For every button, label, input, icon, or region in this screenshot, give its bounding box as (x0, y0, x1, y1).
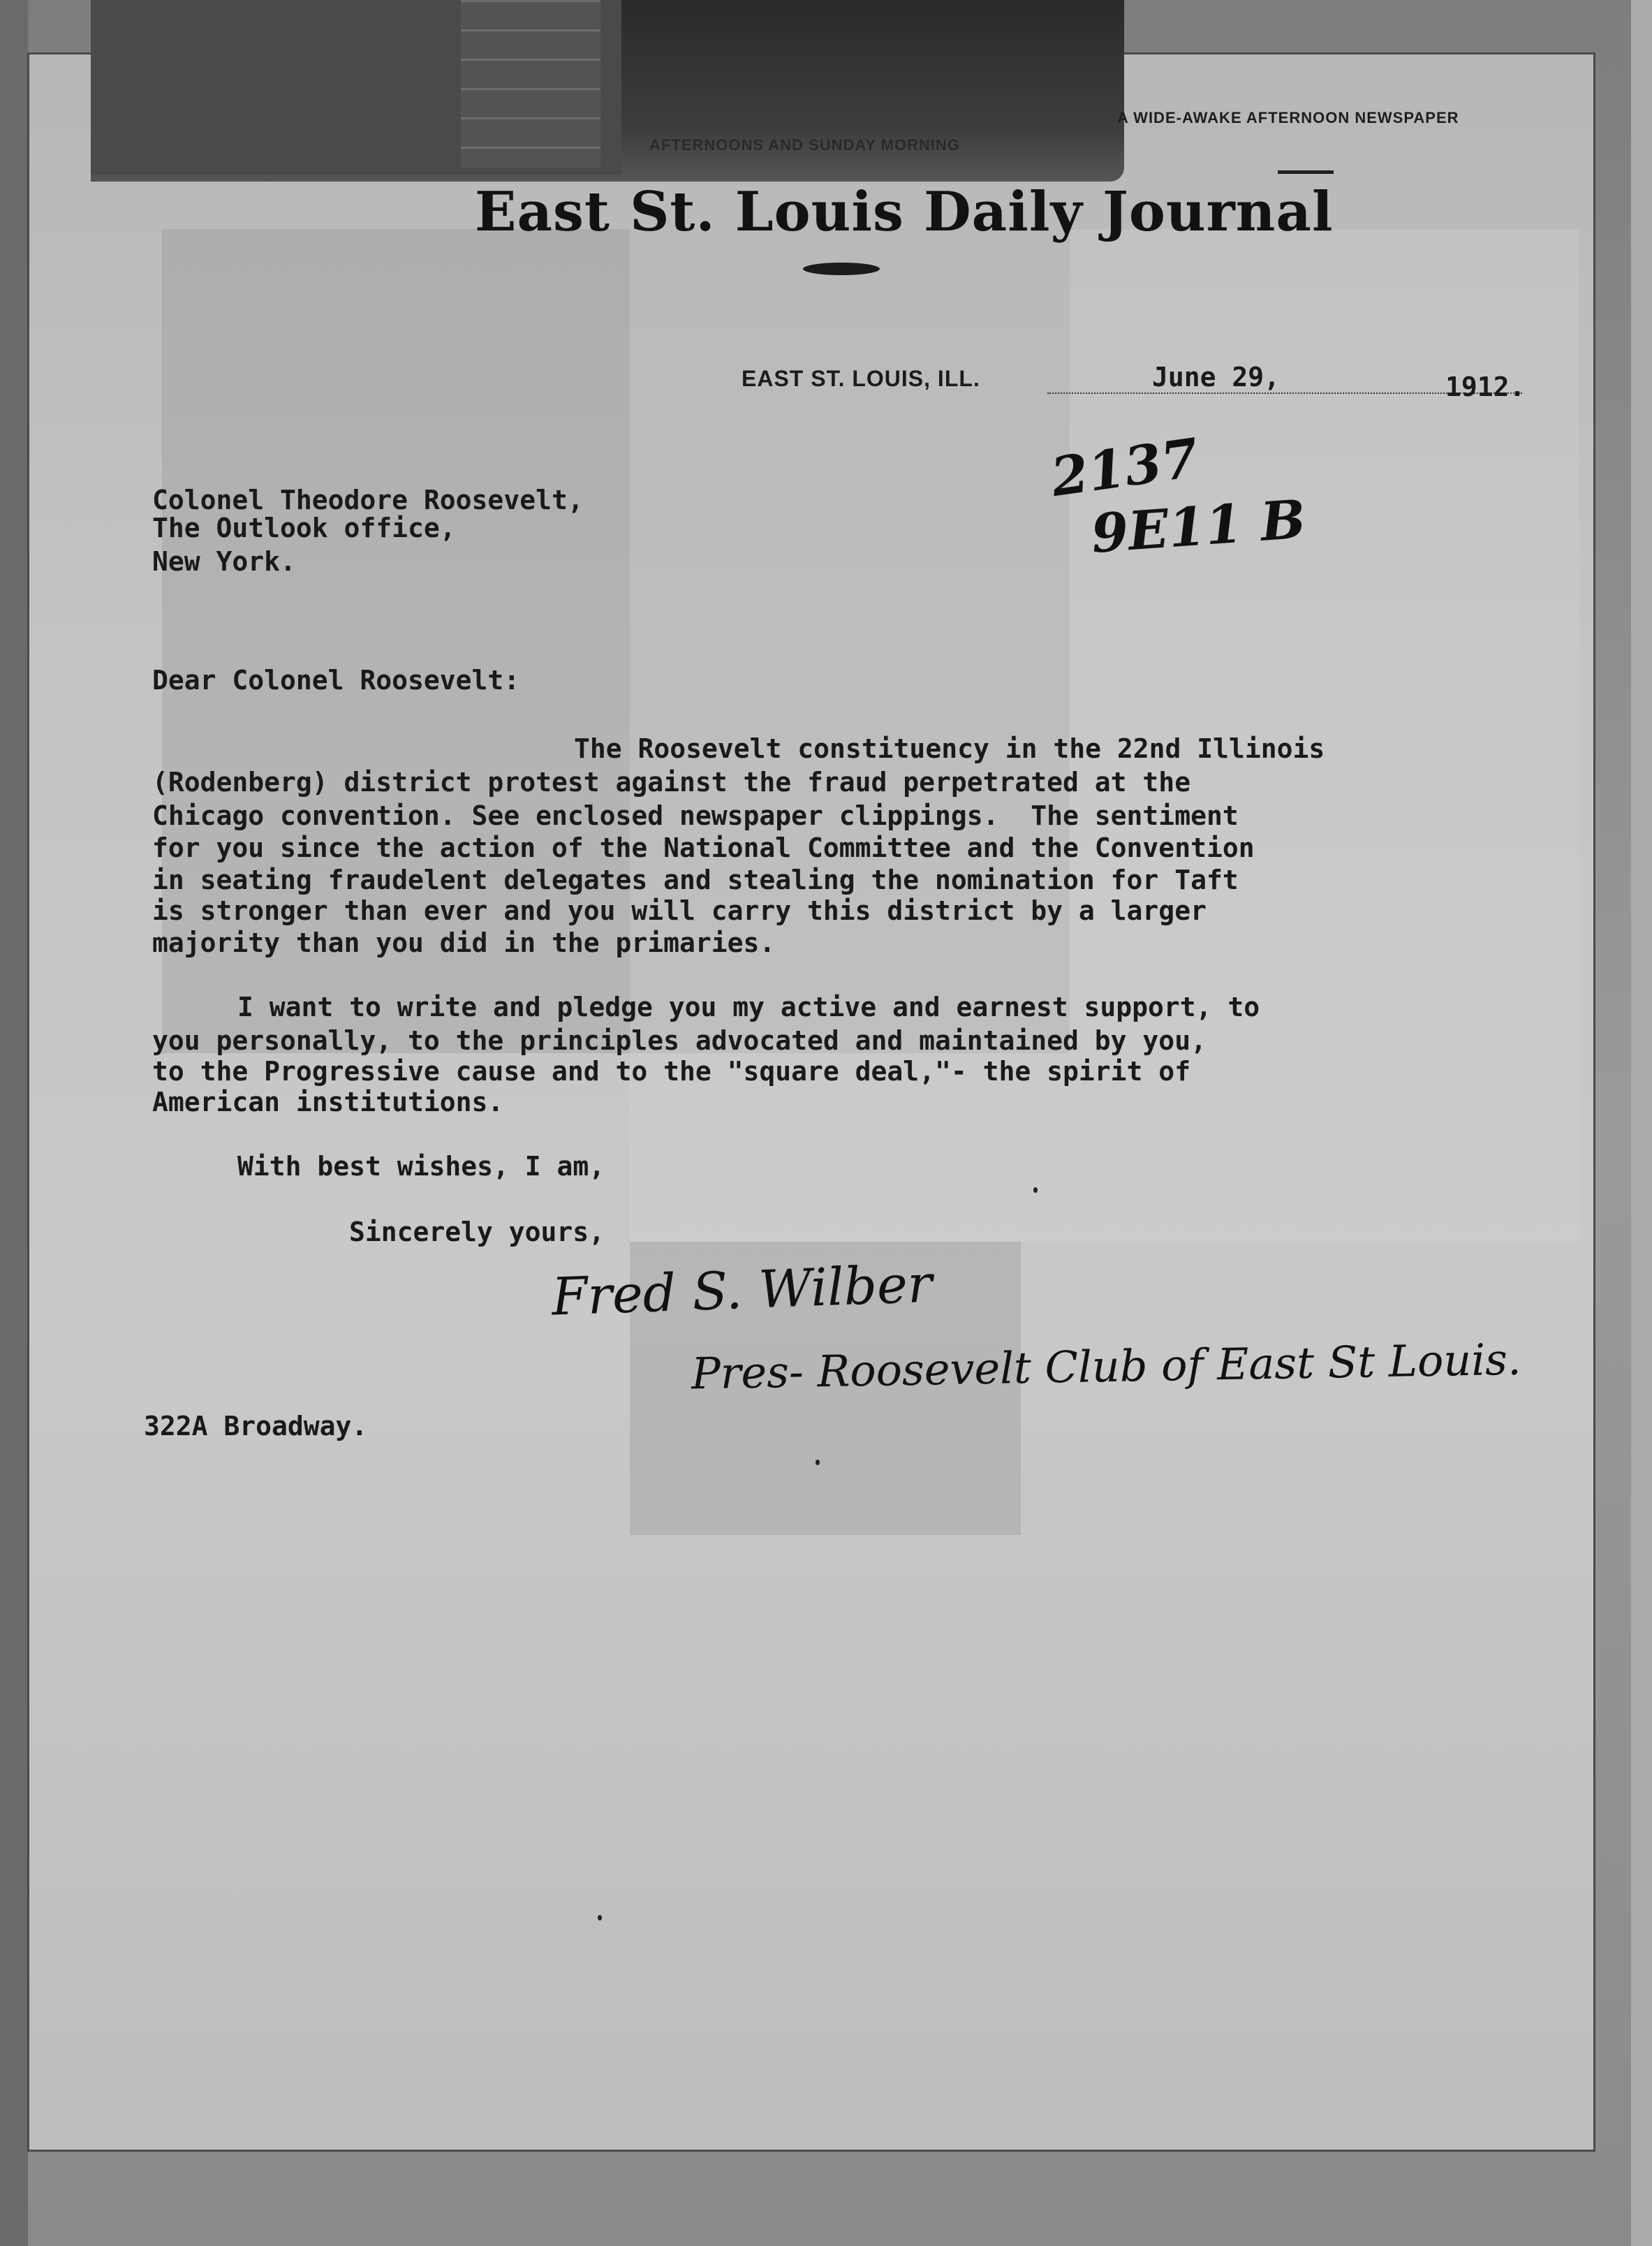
body-line: you personally, to the principles advocated and maintained by you, (152, 1025, 1207, 1056)
speck (1033, 1187, 1038, 1193)
body-line: The Roosevelt constituency in the 22nd Illinois (574, 733, 1325, 764)
body-line: American institutions. (152, 1087, 504, 1117)
recipient-line: New York. (152, 546, 296, 577)
speck (816, 1460, 820, 1465)
letterhead-place: EAST ST. LOUIS, ILL. (742, 366, 980, 391)
left-edge (0, 0, 28, 2246)
speck (598, 1915, 602, 1921)
clipping-column-text (461, 0, 600, 168)
closing-sign-off: Sincerely yours, (349, 1217, 605, 1247)
ornament-icon (803, 263, 880, 275)
divider (1278, 170, 1334, 174)
letter-date: June 29, (1152, 362, 1281, 392)
recipient-line: The Outlook office, (152, 513, 456, 543)
body-line: is stronger than ever and you will carry this district by a larger (152, 895, 1207, 926)
salutation: Dear Colonel Roosevelt: (152, 665, 520, 696)
body-line: (Rodenberg) district protest against the fraud perpetrated at the (152, 767, 1191, 798)
handwritten-file-code: 9E11 B (1089, 487, 1308, 565)
recipient-line: Colonel Theodore Roosevelt, (152, 485, 584, 515)
body-line: to the Progressive cause and to the "square deal,"- the spirit of (152, 1056, 1191, 1087)
sender-address: 322A Broadway. (144, 1411, 368, 1441)
body-line: Chicago convention. See enclosed newspaper clippings. The sentiment (152, 800, 1239, 831)
letterhead-tagline: A WIDE-AWAKE AFTERNOON NEWSPAPER (1117, 109, 1459, 126)
right-edge (1631, 0, 1652, 2246)
signature-title: Pres- Roosevelt Club of East St Louis. (691, 1333, 1522, 1400)
body-line: in seating fraudelent delegates and stealing the nomination for Taft (152, 865, 1239, 895)
body-line: I want to write and pledge you my active and earnest support, to (237, 992, 1260, 1022)
closing-wishes: With best wishes, I am, (237, 1151, 605, 1182)
handwritten-file-code: 2137 (1047, 426, 1202, 509)
letterhead-title: East St. Louis Daily Journal (475, 180, 1334, 244)
signature-name: Fred S. Wilber (550, 1254, 934, 1328)
letterhead-edition: AFTERNOONS AND SUNDAY MORNING (649, 136, 960, 154)
body-line: majority than you did in the primaries. (152, 927, 776, 958)
letter-year: 1912. (1445, 372, 1526, 402)
body-line: for you since the action of the National Committee and the Convention (152, 832, 1255, 863)
